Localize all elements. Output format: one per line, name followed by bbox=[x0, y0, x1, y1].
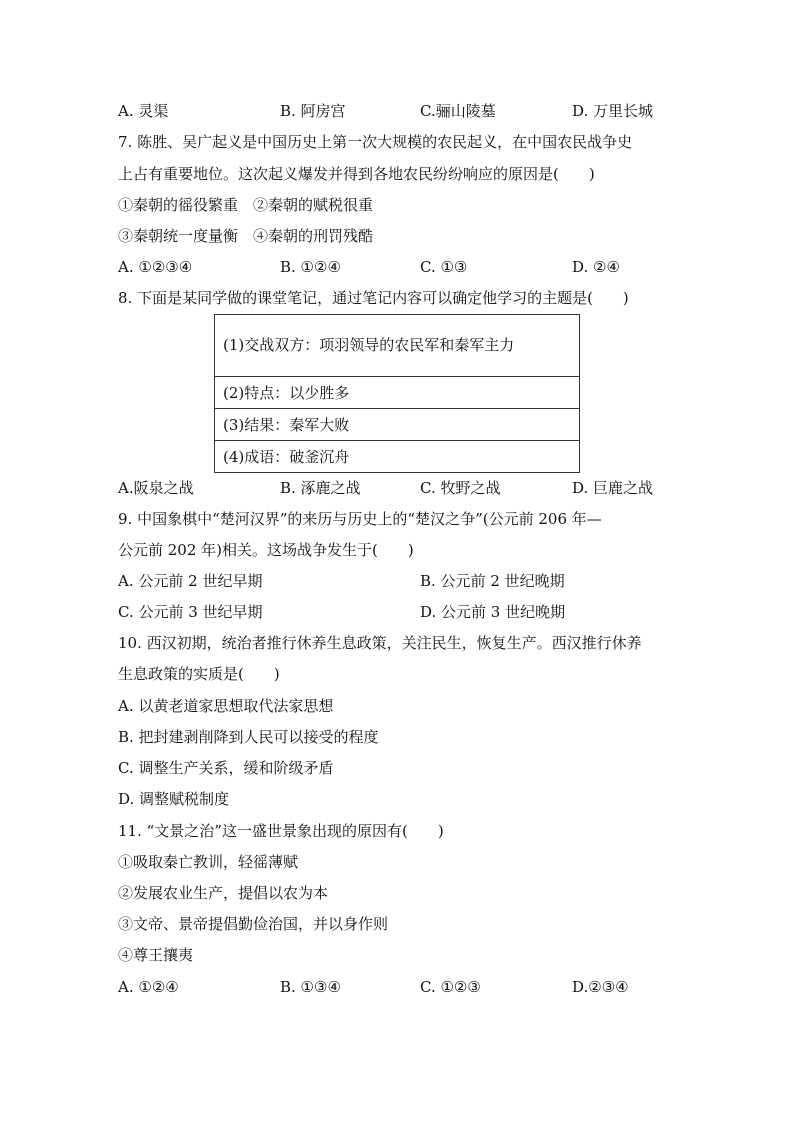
q11-option-a[interactable]: A. ①②④ bbox=[118, 978, 179, 996]
q11-item-1: ①吸取秦亡教训，轻徭薄赋 bbox=[118, 853, 299, 871]
q6-option-a[interactable]: A. 灵渠 bbox=[118, 102, 169, 120]
q8-option-a[interactable]: A.阪泉之战 bbox=[118, 479, 194, 497]
q11-option-d[interactable]: D.②③④ bbox=[572, 978, 629, 996]
q7-option-d[interactable]: D. ②④ bbox=[572, 258, 620, 276]
q8-options bbox=[0, 478, 794, 498]
q11-item-3: ③文帝、景帝提倡勤俭治国，并以身作则 bbox=[118, 915, 389, 933]
q7-option-a[interactable]: A. ①②③④ bbox=[118, 258, 193, 276]
q6-option-d[interactable]: D. 万里长城 bbox=[572, 102, 654, 120]
q11-item-2: ②发展农业生产，提倡以农为本 bbox=[118, 884, 329, 902]
q11-option-b[interactable]: B. ①③④ bbox=[280, 978, 341, 996]
q9-option-d[interactable]: D. 公元前 3 世纪晚期 bbox=[420, 603, 566, 621]
q10-option-b[interactable]: B. 把封建剥削降到人民可以接受的程度 bbox=[118, 728, 379, 746]
notes-row-idiom: (4)成语：破釜沉舟 bbox=[215, 440, 579, 472]
q9-option-c[interactable]: C. 公元前 3 世纪早期 bbox=[118, 603, 263, 621]
q10-option-a[interactable]: A. 以黄老道家思想取代法家思想 bbox=[118, 697, 334, 715]
q10-option-c[interactable]: C. 调整生产关系，缓和阶级矛盾 bbox=[118, 759, 334, 777]
q10-option-d[interactable]: D. 调整赋税制度 bbox=[118, 790, 230, 808]
q8-option-d[interactable]: D. 巨鹿之战 bbox=[572, 479, 654, 497]
notes-row-feature: (2)特点：以少胜多 bbox=[215, 376, 579, 408]
q11-options bbox=[0, 977, 794, 997]
q7-options bbox=[0, 257, 794, 277]
q6-option-c[interactable]: C.骊山陵墓 bbox=[420, 102, 496, 120]
q9-stem-line1: 9. 中国象棋中“楚河汉界”的来历与历史上的“楚汉之争”(公元前 206 年— bbox=[118, 510, 602, 528]
q7-option-c[interactable]: C. ①③ bbox=[420, 258, 468, 276]
q8-option-c[interactable]: C. 牧野之战 bbox=[420, 479, 501, 497]
notes-row-belligerents: (1)交战双方：项羽领导的农民军和秦军主力 bbox=[223, 336, 515, 354]
q7-stem-line2: 上占有重要地位。这次起义爆发并得到各地农民纷纷响应的原因是( ) bbox=[118, 165, 595, 183]
q9-options-row2 bbox=[0, 602, 794, 622]
q6-options bbox=[0, 101, 794, 121]
q9-option-b[interactable]: B. 公元前 2 世纪晚期 bbox=[420, 572, 565, 590]
q8-stem: 8. 下面是某同学做的课堂笔记，通过笔记内容可以确定他学习的主题是( ) bbox=[118, 289, 629, 307]
q9-stem-line2: 公元前 202 年)相关。这场战争发生于( ) bbox=[118, 541, 414, 559]
q11-option-c[interactable]: C. ①②③ bbox=[420, 978, 481, 996]
class-notes-table bbox=[214, 314, 580, 473]
q9-option-a[interactable]: A. 公元前 2 世纪早期 bbox=[118, 572, 263, 590]
q7-item-line1: ①秦朝的徭役繁重 ②秦朝的赋税很重 bbox=[118, 196, 374, 214]
q8-option-b[interactable]: B. 涿鹿之战 bbox=[280, 479, 361, 497]
q11-item-4: ④尊王攘夷 bbox=[118, 946, 194, 964]
q10-stem-line1: 10. 西汉初期，统治者推行休养生息政策，关注民生，恢复生产。西汉推行休养 bbox=[118, 634, 642, 652]
q9-options-row1 bbox=[0, 571, 794, 591]
q7-stem-line1: 7. 陈胜、吴广起义是中国历史上第一次大规模的农民起义，在中国农民战争史 bbox=[118, 133, 633, 151]
notes-row-result: (3)结果：秦军大败 bbox=[215, 408, 579, 440]
q7-item-line2: ③秦朝统一度量衡 ④秦朝的刑罚残酷 bbox=[118, 227, 374, 245]
q6-option-b[interactable]: B. 阿房宫 bbox=[280, 102, 346, 120]
q11-stem: 11. “文景之治”这一盛世景象出现的原因有( ) bbox=[118, 822, 444, 840]
q10-stem-line2: 生息政策的实质是( ) bbox=[118, 665, 280, 683]
q7-option-b[interactable]: B. ①②④ bbox=[280, 258, 341, 276]
